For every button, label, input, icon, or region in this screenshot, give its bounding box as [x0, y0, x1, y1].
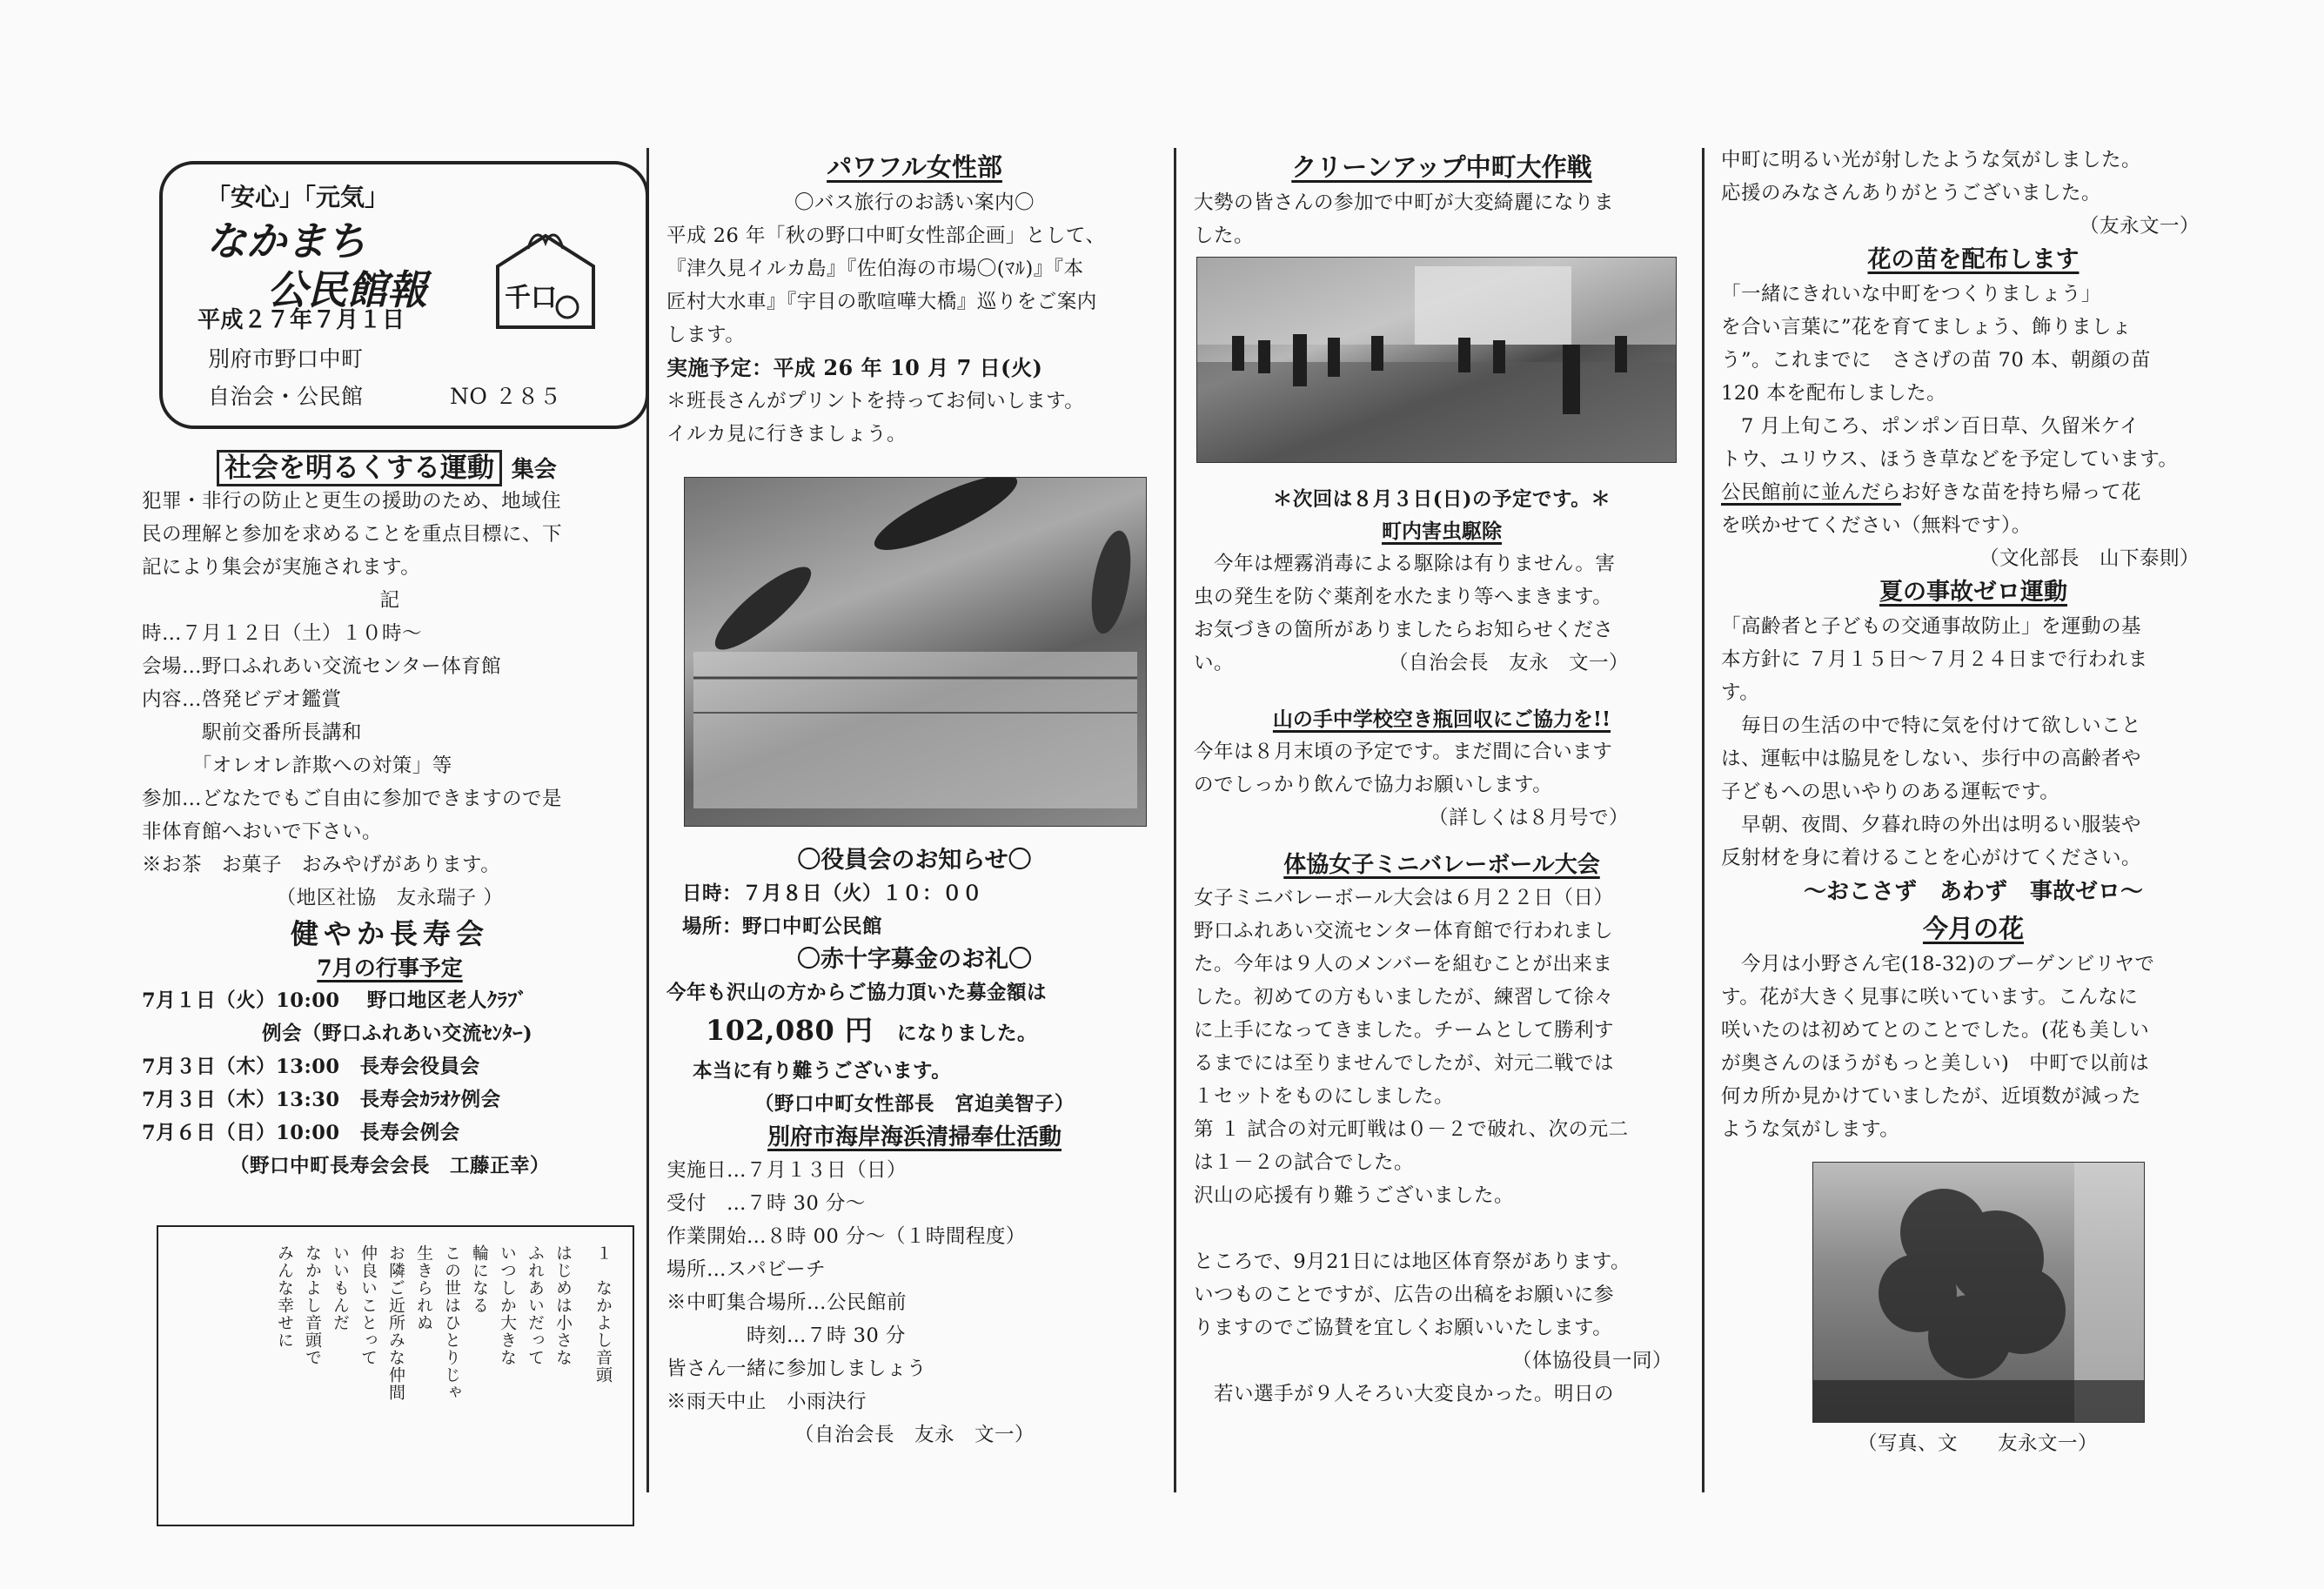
volley-line: １セットをものにしました。	[1194, 1085, 1455, 1108]
column-divider	[1174, 148, 1176, 1492]
hana-line: 咲いたのは初めてとのことでした。(花も美しい	[1721, 1019, 2150, 1042]
column-divider	[1702, 148, 1704, 1492]
summer-line: 子どもへの思いやりのある運転です。	[1721, 781, 2060, 803]
choju-title: 健やか長寿会	[290, 917, 489, 950]
masthead-logo	[489, 227, 602, 332]
gaichu-line: い。	[1194, 652, 1235, 674]
column-2	[666, 148, 1162, 451]
beach-line: 場所…スパビーチ	[666, 1258, 827, 1281]
gaichu-line: お気づきの箇所がありましたらお知らせくださ	[1194, 619, 1614, 641]
josei-schedule: 実施予定：平成 26 年 10 月 7 日(火)	[666, 355, 1043, 380]
beach-line: 受付 …７時 30 分～	[666, 1192, 866, 1215]
flower-ul-row	[1721, 476, 2226, 509]
bougainvillea-photo-art	[1813, 1163, 2144, 1422]
volley-line: るまでには至りませんでしたが、対元二戦では	[1194, 1052, 1615, 1075]
poem-line: いつしか大きな	[498, 1244, 517, 1366]
poem-line: この世はひとりじゃ	[442, 1244, 461, 1401]
yakuin-line: 日時：７月８日（火）１０：００	[682, 882, 983, 905]
column-2-lower	[666, 844, 1162, 1452]
choju-subtitle: 7月の行事予定	[317, 955, 463, 981]
flower-last: を咲かせてください（無料です）。	[1721, 514, 2032, 537]
detail-line: 駅前交番所長講和	[142, 721, 363, 744]
ki-label: 記	[379, 589, 400, 612]
flower-line: う”。これまでに ささげの苗 70 本、朝顔の苗	[1721, 349, 2151, 372]
choju-credit: （野口中町長寿会会長 工藤正幸）	[229, 1155, 550, 1177]
dolphin-photo	[684, 477, 1147, 827]
shakai-suffix: 集会	[511, 457, 557, 483]
cleanup-heading: クリーンアップ中町大作戦	[1291, 152, 1592, 182]
shakai-line: 記により集会が実施されます。	[142, 556, 421, 579]
flower-line: 7 月上旬ころ、ポンポン百日草、久留米ケイ	[1721, 415, 2140, 438]
beach-line: 皆さん一緒に参加しましょう	[666, 1358, 928, 1380]
beach-line: ※中町集合場所…公民館前	[666, 1291, 907, 1314]
flower-title: 花の苗を配布します	[1867, 246, 2080, 273]
red-cross-line: 今年も沢山の方からご協力頂いた募金額は	[666, 982, 1048, 1004]
detail-line: 内容…啓発ビデオ鑑賞	[142, 688, 342, 711]
flower-line: を合い言葉に”花を育てましょう、飾りましょ	[1721, 316, 2133, 339]
poem-title: １ なかよし音頭	[593, 1244, 613, 1384]
beach-line: 作業開始…８時 00 分～（１時間程度）	[666, 1225, 1026, 1248]
poem-line: ふれあいだって	[526, 1244, 545, 1366]
masthead-title-1: なかまち	[206, 218, 366, 265]
red-cross-amount-suffix: になりました。	[897, 1022, 1038, 1045]
volley-line: た。今年は９人のメンバーを組むことが出来ま	[1194, 953, 1613, 976]
summer-line: 「高齢者と子どもの交通事故防止」を運動の基	[1721, 615, 2142, 638]
summer-line: 本方針に ７月１５日～７月２４日まで行われま	[1721, 648, 2148, 671]
cleanup-line: した。	[1194, 225, 1255, 247]
hana-line: す。花が大きく見事に咲いています。こんなに	[1721, 986, 2139, 1009]
cleanup-photo	[1196, 257, 1677, 463]
masthead-title-2: 公民館報	[267, 266, 427, 313]
poem-line: みんな幸せに	[275, 1244, 294, 1349]
shakai-line: 犯罪・非行の防止と更生の援助のため、地域住	[142, 490, 562, 513]
detail-line: 参加…どなたでもご自由に参加できますので是	[142, 788, 563, 810]
beach-title: 別府市海岸海浜清掃奉仕活動	[767, 1124, 1062, 1150]
volley-line: 第 １ 試合の対元町戦は０－２で破れ、次の元二	[1194, 1118, 1629, 1141]
poem-columns	[272, 1244, 615, 1401]
poem-line: 生きられぬ	[414, 1244, 433, 1331]
josei-heading: パワフル女性部	[827, 152, 1002, 182]
josei-line: 『津久見イルカ島』『佐伯海の市場〇(ﾏﾙ)』『本	[666, 258, 1084, 280]
summer-line: 反射材を身に着けることを心がけてください。	[1721, 847, 2142, 869]
flower-credit: （文化部長 山下泰則）	[1979, 547, 2200, 570]
josei-line: します。	[666, 324, 746, 346]
masthead-issue: NO ２８５	[450, 384, 562, 409]
poem-line: 仲良いことって	[358, 1244, 378, 1366]
yakuin-line: 場所：野口中町公民館	[682, 915, 883, 938]
summer-line: す。	[1721, 681, 1760, 704]
hana-credit: （写真、文 友永文一）	[1857, 1432, 2098, 1455]
red-cross-title: 〇赤十字募金のお礼〇	[797, 946, 1032, 973]
section-heading-shakai	[217, 446, 638, 485]
flower-line: 「一緒にきれいな中町をつくりましょう」	[1721, 283, 2102, 305]
shakai-title: 社会を明るくする運動	[217, 450, 502, 486]
shakai-line: 民の理解と参加を求めることを重点目標に、下	[142, 523, 563, 546]
josei-note: イルカ見に行きましょう。	[666, 423, 907, 446]
beach-line: ※雨天中止 小雨決行	[666, 1391, 867, 1413]
cleanup-photo-art	[1197, 258, 1676, 462]
hana-line: ような気がします。	[1721, 1118, 1900, 1141]
hana-line: 今月は小野さん宅(18-32)のブーゲンビリヤで	[1721, 953, 2155, 976]
volley-line: ところで、9月21日には地区体育祭があります。	[1194, 1250, 1631, 1273]
detail-line: 会場…野口ふれあい交流センター体育館	[142, 655, 502, 678]
masthead-org: 自治会・公民館	[208, 384, 364, 409]
poem-line: はじめは小さな	[553, 1244, 573, 1366]
gaichu-line: 今年は煙霧消毒による駆除は有りません。害	[1194, 553, 1616, 575]
detail-line: 時…７月１２日（土）１０時～	[142, 622, 423, 645]
flower-ul-rest: お好きな苗を持ち帰って花	[1901, 481, 2142, 504]
volley-line	[1194, 1212, 1690, 1245]
flower-ul: 公民館前に並んだら	[1721, 481, 1902, 504]
volley-last: 若い選手が９人そろい大変良かった。明日の	[1194, 1383, 1615, 1405]
poem-line: いいもんだ	[331, 1244, 350, 1331]
logo-text: 千口	[505, 283, 557, 313]
hana-line: が奥さんのほうがもっと美しい) 中町で以前は	[1721, 1052, 2150, 1075]
masthead	[159, 161, 649, 429]
volley-line: いつものことですが、広告の出稿をお願いに参	[1194, 1284, 1615, 1306]
bottle-credit: （詳しくは８月号で）	[1428, 807, 1629, 829]
josei-sub: 〇バス旅行のお誘い案内〇	[794, 191, 1035, 214]
choju-event: 7月３日（木）13:30 長寿会ｶﾗｵｹ例会	[142, 1089, 501, 1111]
summer-line: 早朝、夜間、夕暮れ時の外出は明るい服装や	[1721, 814, 2142, 836]
masthead-date: 平成２７年７月１日	[198, 307, 405, 333]
volley-line: 沢山の応援有り難うございました。	[1194, 1184, 1515, 1207]
poem-box	[157, 1225, 634, 1526]
yakuin-title: 〇役員会のお知らせ〇	[797, 847, 1032, 874]
choju-event: 7月１日（火）10:00 野口地区老人ｸﾗﾌﾞ	[142, 989, 528, 1012]
choju-event: 7月６日（日）10:00 長寿会例会	[142, 1122, 460, 1144]
volley-line: に上手になってきました。チームとして勝利す	[1194, 1019, 1615, 1042]
column-3-lower	[1194, 483, 1690, 1411]
flower-line: トウ、ユリウス、ほうき草などを予定しています。	[1721, 448, 2179, 471]
gaichu-line: 虫の発生を防ぐ薬剤を水たまり等へまきます。	[1194, 586, 1613, 608]
hana-title: 今月の花	[1922, 914, 2024, 943]
detail-line: 非体育館へおいで下さい。	[142, 821, 383, 843]
poem-line: お隣ご近所みな仲間	[386, 1244, 405, 1401]
shakai-credit: （地区社協 友永瑞子 ）	[276, 887, 504, 909]
bottle-title: 山の手中学校空き瓶回収にご協力を!!	[1272, 707, 1611, 731]
red-cross-amount-row	[706, 1009, 1162, 1055]
beach-line: 時刻…７時 30 分	[666, 1324, 906, 1347]
volley-title: 体協女子ミニバレーボール大会	[1283, 852, 1600, 878]
volley-credit: （体協役員一同）	[1511, 1350, 1672, 1372]
column-3	[1194, 148, 1690, 252]
beach-credit: （自治会長 友永 文一）	[794, 1424, 1035, 1446]
volley-line: した。初めての方もいましたが、練習して徐々	[1194, 986, 1615, 1009]
column-4	[1721, 144, 2226, 1146]
josei-line: 匠村大水車』『宇目の歌喧嘩大橋』巡りをご案内	[666, 291, 1097, 313]
col4-top-line: 中町に明るい光が射したような気がしました。	[1721, 149, 2142, 171]
flower-line: 120 本を配布しました。	[1721, 382, 1947, 405]
bottle-line: のでしっかり飲んで協力お願いします。	[1194, 774, 1553, 796]
red-cross-thanks: 本当に有り難うございます。	[693, 1060, 952, 1083]
summer-title: 夏の事故ゼロ運動	[1879, 579, 2067, 606]
josei-line: 平成 26 年「秋の野口中町女性部企画」として、	[666, 225, 1106, 247]
detail-line: 「オレオレ詐欺への対策」等	[142, 754, 452, 777]
col4-top-line: 応援のみなさんありがとうございました。	[1721, 182, 2102, 204]
red-cross-amount: 102,080 円	[706, 1014, 874, 1047]
poem-line: 輪になる	[470, 1244, 489, 1314]
summer-slogan: ～おこさず あわず 事故ゼロ～	[1803, 879, 2143, 905]
red-cross-credit: （野口中町女性部長 宮迫美智子）	[753, 1093, 1075, 1116]
gaichu-credit: （自治会長 友永 文一）	[1388, 652, 1629, 674]
dolphin-photo-art	[685, 478, 1146, 826]
gaichu-title: 町内害虫駆除	[1382, 520, 1502, 543]
masthead-address: 別府市野口中町	[208, 346, 364, 372]
column-1	[142, 446, 638, 1183]
josei-note: ＊班長さんがプリントを持ってお伺いします。	[666, 390, 1085, 412]
cleanup-next: ＊次回は８月３日(日)の予定です。＊	[1272, 488, 1611, 511]
summer-line: 毎日の生活の中で特に気を付けて欲しいこと	[1721, 714, 2142, 737]
masthead-tagline: 「安心」「元気」	[206, 183, 390, 211]
choju-event: 7月３日（木）13:00 長寿会役員会	[142, 1056, 480, 1078]
volley-line: りますのでご協賛を宜しくお願いいたします。	[1194, 1317, 1613, 1339]
volley-line: は１－２の試合でした。	[1194, 1151, 1415, 1174]
detail-line: ※お茶 お菓子 おみやげがあります。	[142, 854, 501, 876]
bougainvillea-photo	[1812, 1162, 2145, 1423]
cleanup-line: 大勢の皆さんの参加で中町が大変綺麗になりま	[1194, 191, 1615, 214]
hana-line: 何カ所か見かけていましたが、近頃数が減った	[1721, 1085, 2142, 1108]
choju-event: 例会（野口ふれあい交流ｾﾝﾀｰ)	[142, 1022, 533, 1045]
summer-line: は、運転中は脇見をしない、歩行中の高齢者や	[1721, 748, 2142, 770]
col4-top-credit: （友永文一）	[2079, 215, 2200, 238]
beach-line: 実施日…７月１３日（日）	[666, 1159, 907, 1182]
poem-line: なかよし音頭で	[303, 1244, 322, 1366]
volley-line: 野口ふれあい交流センター体育館で行われまし	[1194, 920, 1614, 942]
volley-line: 女子ミニバレーボール大会は６月２２日（日）	[1194, 887, 1614, 909]
bottle-line: 今年は８月末頃の予定です。まだ間に合います	[1194, 741, 1613, 763]
